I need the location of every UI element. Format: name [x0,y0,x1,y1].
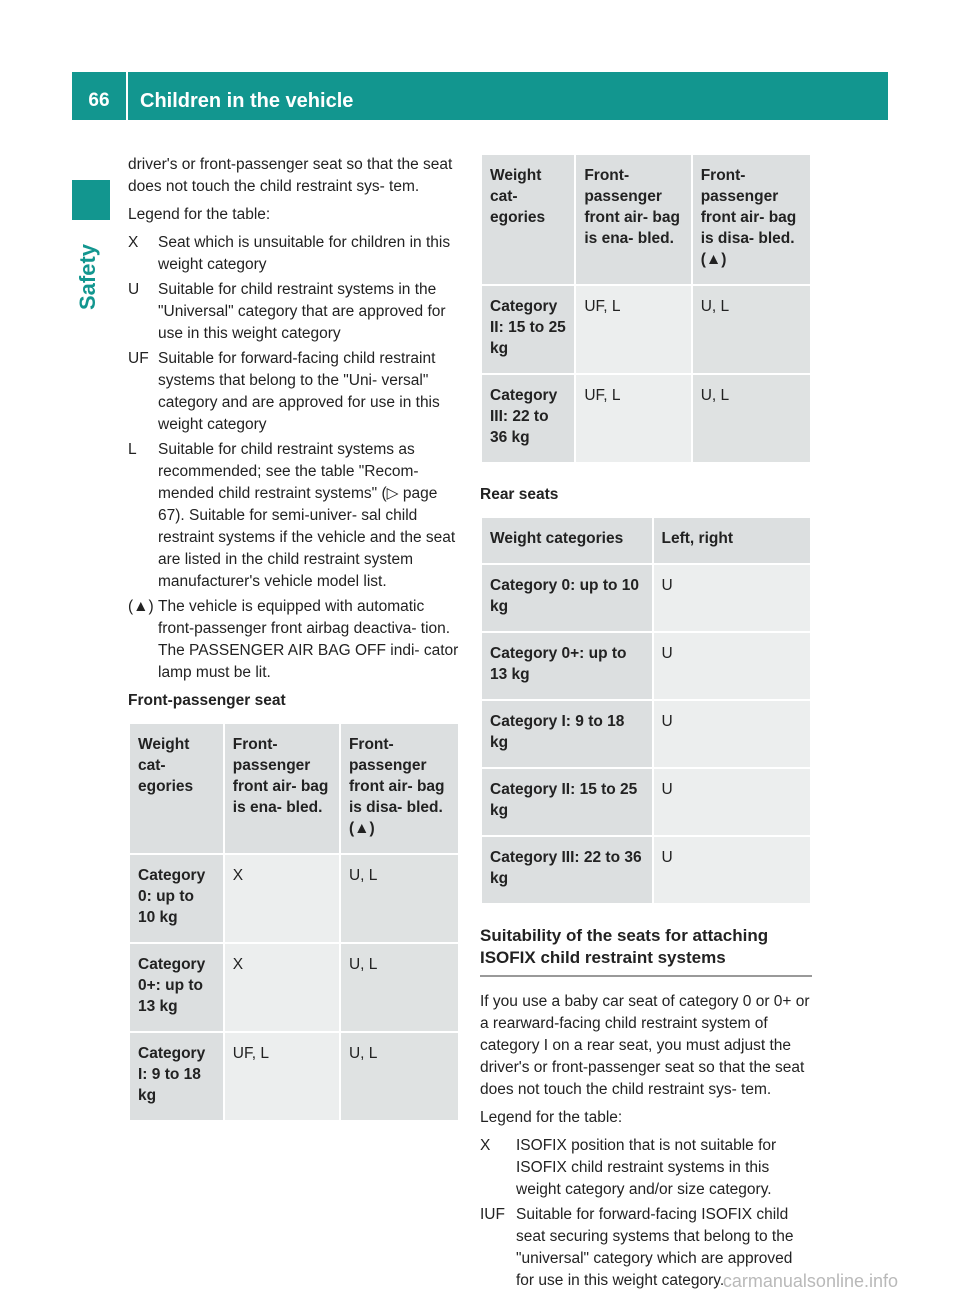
row-header: Category 0+: up to 13 kg [130,944,223,1031]
header-cell: Weight categories [482,518,652,563]
front-passenger-table [128,722,460,1122]
header-cell: Left, right [654,518,810,563]
table-cell: U [654,769,810,835]
table-cell: U, L [341,1033,458,1120]
table-cell: U [654,633,810,699]
rear-seats-table [480,516,812,905]
legend-item [128,439,460,593]
row-header: Category I: 9 to 18 kg [482,701,652,767]
legend-text: Seat which is unsuitable for children in this weight category [158,234,451,273]
header-cell: Front- passenger front air- bag is disa- bled. (▲) [341,724,458,853]
legend-list [128,232,460,684]
table-cell: UF, L [576,375,690,462]
watermark: carmanualsonline.info [722,1271,898,1291]
row-header: Category 0+: up to 13 kg [482,633,652,699]
row-header: Category 0: up to 10 kg [482,565,652,631]
legend-item [128,596,460,684]
isofix-section-title: Suitability of the seats for attaching ISOFIX child restraint systems [480,925,812,977]
section-label: Safety [75,243,100,310]
header-cell: Weight cat- egories [482,155,574,284]
legend-text: Suitable for child restraint systems as recommended; see the table "Recom- mended child restraint systems" (▷ page 67). Suitable for semi-univer- sal child restraint systems if the vehicle and the seat are listed in the child restraint system manufacturer's vehicle model list. [158,441,456,590]
left-column [128,154,460,1122]
table-cell: X [225,944,339,1031]
table-cell: UF, L [225,1033,339,1120]
legend-text: Suitable for forward-facing ISOFIX child seat securing systems that belong to the "universal" category which are approved for use in this weight category. [516,1206,794,1289]
isofix-legend-list [480,1135,812,1292]
rear-seats-title: Rear seats [480,486,559,503]
page-number: 66 [88,90,110,111]
table-row [482,701,810,767]
table-cell: U [654,701,810,767]
legend-key: UF [128,350,149,367]
front-passenger-table-continued [480,153,812,464]
table-row [482,375,810,462]
table-row [482,286,810,373]
legend-key: IUF [480,1206,505,1223]
legend-text: Suitable for forward-facing child restraint systems that belong to the "Uni- versal" category and are approved for use in this weight category [158,350,440,433]
table-cell: U [654,837,810,903]
row-header: Category III: 22 to 36 kg [482,837,652,903]
legend-key: (▲) [128,598,154,615]
legend-key: X [128,234,139,251]
legend-title: Legend for the table: [128,206,271,223]
header-cell: Weight cat- egories [130,724,223,853]
row-header: Category I: 9 to 18 kg [130,1033,223,1120]
table-row [130,1033,458,1120]
legend-text: Suitable for child restraint systems in the "Universal" category that are approved for use in this weight category [158,281,446,342]
page-header [72,72,888,120]
table-cell: X [225,855,339,942]
table-row [482,633,810,699]
table-cell: U, L [693,286,810,373]
legend-title: Legend for the table: [480,1109,623,1126]
table-row [130,855,458,942]
table-row [482,565,810,631]
legend-item [128,232,460,276]
legend-item [128,279,460,345]
header-cell: Front- passenger front air- bag is ena- bled. [225,724,339,853]
row-header: Category II: 15 to 25 kg [482,286,574,373]
legend-key: U [128,281,140,298]
row-header: Category III: 22 to 36 kg [482,375,574,462]
row-header: Category II: 15 to 25 kg [482,769,652,835]
legend-item [128,348,460,436]
table-cell: U, L [341,944,458,1031]
intro-paragraph: driver's or front-passenger seat so that the seat does not touch the child restraint sys- tem. [128,156,453,195]
row-header: Category 0: up to 10 kg [130,855,223,942]
table-header-row [482,155,810,284]
header-cell: Front- passenger front air- bag is ena- bled. [576,155,690,284]
legend-text: ISOFIX position that is not suitable for ISOFIX child restraint systems in this weight category and/or size category. [516,1137,777,1198]
table-row [130,944,458,1031]
legend-key: L [128,441,137,458]
table-cell: U, L [341,855,458,942]
table-header-row [130,724,458,853]
legend-text: The vehicle is equipped with automatic front-passenger front airbag deactiva- tion. The PASSENGER AIR BAG OFF indi- cator lamp must be lit. [158,598,459,681]
right-column [480,153,812,1296]
table-row [482,769,810,835]
table-header-row [482,518,810,563]
table-row [482,837,810,903]
isofix-paragraph: If you use a baby car seat of category 0 or 0+ or a rearward-facing child restraint system of category I on a rear seat, you must adjust the driver's or front-passenger seat so that the seat does not touch the child restraint sys- tem. [480,993,810,1098]
section-tab-block [72,180,110,220]
table-cell: UF, L [576,286,690,373]
table-title: Front-passenger seat [128,692,286,709]
table-cell: U, L [693,375,810,462]
table-cell: U [654,565,810,631]
legend-item [480,1135,812,1201]
header-divider [126,72,128,120]
legend-key: X [480,1137,491,1154]
header-cell: Front- passenger front air- bag is disa- bled. (▲) [693,155,810,284]
chapter-title: Children in the vehicle [140,90,354,112]
